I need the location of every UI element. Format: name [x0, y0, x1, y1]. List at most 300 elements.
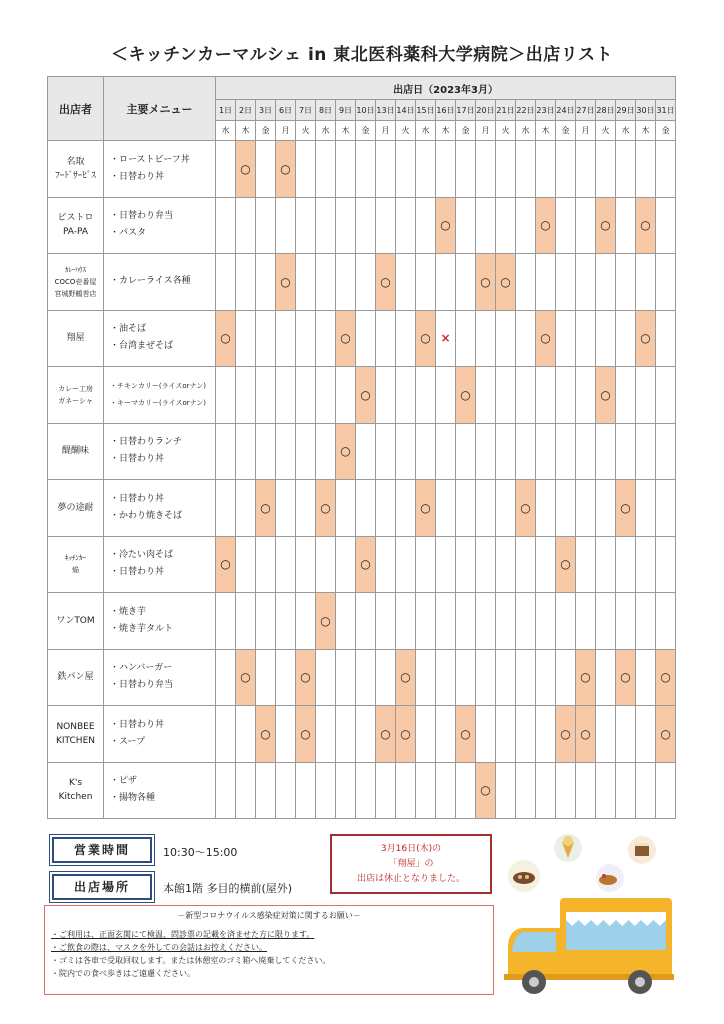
- open-day-cell: ○: [536, 310, 556, 367]
- place-value: 本館1階 多目的横前(屋外): [163, 882, 293, 895]
- date-header: 15日: [416, 100, 436, 121]
- empty-day-cell: [236, 254, 256, 311]
- empty-day-cell: [376, 593, 396, 650]
- empty-day-cell: [396, 423, 416, 480]
- open-day-cell: ○: [596, 197, 616, 254]
- open-day-cell: ○: [296, 649, 316, 706]
- date-header: 23日: [536, 100, 556, 121]
- date-header: 27日: [576, 100, 596, 121]
- empty-day-cell: [276, 536, 296, 593]
- empty-day-cell: [496, 141, 516, 198]
- empty-day-cell: [456, 593, 476, 650]
- empty-day-cell: [436, 423, 456, 480]
- empty-day-cell: [416, 141, 436, 198]
- empty-day-cell: [656, 423, 676, 480]
- open-day-cell: ○: [556, 536, 576, 593]
- menu-item: ・日替わりランチ: [110, 437, 183, 448]
- pancake-icon: [596, 864, 624, 892]
- menu-items: [104, 423, 216, 480]
- open-day-cell: ○: [316, 593, 336, 650]
- hours-label: 営業時間: [52, 837, 152, 863]
- empty-day-cell: [556, 197, 576, 254]
- empty-day-cell: [596, 480, 616, 537]
- vendor-name-line: NONBEE: [56, 721, 95, 732]
- menu-items: [104, 593, 216, 650]
- menu-item: ・日替わり弁当: [110, 211, 174, 222]
- empty-day-cell: [456, 480, 476, 537]
- empty-day-cell: [536, 706, 556, 763]
- empty-day-cell: [336, 536, 356, 593]
- weekday-header: 木: [336, 121, 356, 141]
- empty-day-cell: [636, 480, 656, 537]
- empty-day-cell: [516, 310, 536, 367]
- empty-day-cell: [656, 367, 676, 424]
- empty-day-cell: [336, 762, 356, 819]
- empty-day-cell: [576, 423, 596, 480]
- empty-day-cell: [436, 367, 456, 424]
- weekday-header: 金: [256, 121, 276, 141]
- weekday-header: 金: [556, 121, 576, 141]
- empty-day-cell: [436, 593, 456, 650]
- open-day-cell: ○: [256, 706, 276, 763]
- hours-value: 10:30～15:00: [163, 846, 238, 859]
- empty-day-cell: [376, 649, 396, 706]
- menu-items: [104, 762, 216, 819]
- date-header: 10日: [356, 100, 376, 121]
- empty-day-cell: [496, 367, 516, 424]
- empty-day-cell: [276, 423, 296, 480]
- vendor-name-line: ビストロ: [57, 213, 94, 224]
- empty-day-cell: [616, 141, 636, 198]
- empty-day-cell: [516, 593, 536, 650]
- empty-day-cell: [636, 649, 656, 706]
- menu-items: [104, 367, 216, 424]
- empty-day-cell: [316, 706, 336, 763]
- empty-day-cell: [516, 367, 536, 424]
- empty-day-cell: [376, 762, 396, 819]
- open-day-cell: ○: [376, 706, 396, 763]
- closed-day-cell: ×: [436, 310, 456, 367]
- empty-day-cell: [536, 141, 556, 198]
- menu-item: ・キーマカリー(ライスorナン): [110, 398, 206, 407]
- vendor-name-line: ガネーシャ: [58, 396, 93, 405]
- open-day-cell: ○: [336, 310, 356, 367]
- empty-day-cell: [276, 310, 296, 367]
- vendor-row: [48, 762, 676, 819]
- empty-day-cell: [256, 254, 276, 311]
- open-day-cell: ○: [236, 141, 256, 198]
- empty-day-cell: [396, 762, 416, 819]
- empty-day-cell: [356, 197, 376, 254]
- open-day-cell: ○: [556, 706, 576, 763]
- empty-day-cell: [476, 197, 496, 254]
- empty-day-cell: [296, 536, 316, 593]
- menu-items: [104, 480, 216, 537]
- open-day-cell: ○: [416, 310, 436, 367]
- vendor-row: [48, 593, 676, 650]
- open-day-cell: ○: [576, 649, 596, 706]
- empty-day-cell: [396, 310, 416, 367]
- open-day-cell: ○: [296, 706, 316, 763]
- takoyaki-icon: [508, 860, 540, 892]
- menu-item: ・パスタ: [110, 228, 147, 239]
- empty-day-cell: [536, 593, 556, 650]
- empty-day-cell: [516, 706, 536, 763]
- vendor-name-line: Kitchen: [58, 792, 93, 803]
- empty-day-cell: [356, 593, 376, 650]
- empty-day-cell: [256, 593, 276, 650]
- vendor-name-line: ｷｯﾁﾝｶｰ: [65, 554, 86, 563]
- empty-day-cell: [416, 593, 436, 650]
- empty-day-cell: [216, 367, 236, 424]
- empty-day-cell: [436, 706, 456, 763]
- empty-day-cell: [376, 536, 396, 593]
- covid-title: －新型コロナウイルス感染症対策に関するお願い－: [177, 911, 361, 920]
- vendor-row: [48, 536, 676, 593]
- notice-line: 出店は休止となりました。: [356, 874, 465, 884]
- vendor-name-line: 翔屋: [66, 333, 85, 344]
- weekday-header: 金: [356, 121, 376, 141]
- open-day-cell: ○: [616, 480, 636, 537]
- empty-day-cell: [376, 480, 396, 537]
- empty-day-cell: [316, 423, 336, 480]
- empty-day-cell: [276, 593, 296, 650]
- empty-day-cell: [596, 423, 616, 480]
- empty-day-cell: [416, 367, 436, 424]
- empty-day-cell: [236, 367, 256, 424]
- date-header: 29日: [616, 100, 636, 121]
- vendor-name-line: KITCHEN: [56, 735, 95, 746]
- open-day-cell: ○: [476, 254, 496, 311]
- weekday-header: 木: [636, 121, 656, 141]
- empty-day-cell: [216, 706, 236, 763]
- empty-day-cell: [656, 593, 676, 650]
- vendor-name: [48, 367, 104, 424]
- empty-day-cell: [496, 593, 516, 650]
- menu-items: [104, 536, 216, 593]
- empty-day-cell: [456, 310, 476, 367]
- empty-day-cell: [236, 423, 256, 480]
- vendor-column-header: 出店者: [48, 77, 104, 141]
- empty-day-cell: [256, 649, 276, 706]
- menu-item: ・台湾まぜそば: [110, 341, 174, 352]
- menu-item: ・かわり焼きそば: [110, 510, 183, 521]
- menu-items: [104, 649, 216, 706]
- empty-day-cell: [316, 536, 336, 593]
- date-header: 13日: [376, 100, 396, 121]
- empty-day-cell: [336, 254, 356, 311]
- empty-day-cell: [536, 367, 556, 424]
- date-header: 9日: [336, 100, 356, 121]
- menu-item: ・日替わり丼: [110, 454, 165, 465]
- date-header: 1日: [216, 100, 236, 121]
- empty-day-cell: [416, 254, 436, 311]
- empty-day-cell: [396, 536, 416, 593]
- open-day-cell: ○: [276, 254, 296, 311]
- open-day-cell: ○: [476, 762, 496, 819]
- vendor-row: [48, 141, 676, 198]
- empty-day-cell: [656, 762, 676, 819]
- empty-day-cell: [256, 141, 276, 198]
- empty-day-cell: [436, 254, 456, 311]
- weekday-header: 月: [476, 121, 496, 141]
- empty-day-cell: [536, 649, 556, 706]
- notice-line: 「翔屋」の: [388, 859, 434, 869]
- covid-line: ・ご飲食の際は、マスクを外しての会話はお控えください。: [51, 943, 267, 952]
- empty-day-cell: [456, 762, 476, 819]
- empty-day-cell: [496, 649, 516, 706]
- empty-day-cell: [476, 141, 496, 198]
- weekday-header: 月: [576, 121, 596, 141]
- vendor-name: [48, 762, 104, 819]
- vendor-name: [48, 536, 104, 593]
- weekday-header: 金: [456, 121, 476, 141]
- empty-day-cell: [536, 536, 556, 593]
- date-header: 8日: [316, 100, 336, 121]
- weekday-header: 木: [536, 121, 556, 141]
- weekday-header: 月: [376, 121, 396, 141]
- menu-item: ・油そば: [110, 324, 147, 335]
- empty-day-cell: [576, 141, 596, 198]
- empty-day-cell: [376, 423, 396, 480]
- empty-day-cell: [476, 423, 496, 480]
- empty-day-cell: [556, 141, 576, 198]
- vendor-name: [48, 706, 104, 763]
- empty-day-cell: [396, 367, 416, 424]
- empty-day-cell: [616, 536, 636, 593]
- empty-day-cell: [496, 197, 516, 254]
- empty-day-cell: [576, 762, 596, 819]
- empty-day-cell: [456, 423, 476, 480]
- empty-day-cell: [496, 706, 516, 763]
- empty-day-cell: [656, 254, 676, 311]
- empty-day-cell: [356, 310, 376, 367]
- empty-day-cell: [556, 423, 576, 480]
- menu-item: ・日替わり弁当: [110, 680, 174, 691]
- date-header: 28日: [596, 100, 616, 121]
- vendor-row: [48, 254, 676, 311]
- menu-item: ・日替わり丼: [110, 493, 165, 504]
- empty-day-cell: [516, 254, 536, 311]
- empty-day-cell: [636, 536, 656, 593]
- empty-day-cell: [436, 649, 456, 706]
- empty-day-cell: [596, 310, 616, 367]
- empty-day-cell: [216, 593, 236, 650]
- empty-day-cell: [416, 649, 436, 706]
- empty-day-cell: [456, 536, 476, 593]
- empty-day-cell: [536, 480, 556, 537]
- empty-day-cell: [616, 310, 636, 367]
- empty-day-cell: [316, 141, 336, 198]
- empty-day-cell: [656, 536, 676, 593]
- open-day-cell: ○: [436, 197, 456, 254]
- date-header: 3日: [256, 100, 276, 121]
- empty-day-cell: [216, 141, 236, 198]
- empty-day-cell: [436, 762, 456, 819]
- empty-day-cell: [316, 649, 336, 706]
- weekday-header: 火: [296, 121, 316, 141]
- empty-day-cell: [636, 367, 656, 424]
- vendor-name-line: 宮城野鶴巻店: [54, 289, 97, 298]
- vendor-name-line: 夢の途耐: [57, 502, 94, 513]
- weekday-header: 木: [236, 121, 256, 141]
- empty-day-cell: [476, 367, 496, 424]
- menu-items: [104, 141, 216, 198]
- open-day-cell: ○: [496, 254, 516, 311]
- open-day-cell: ○: [396, 649, 416, 706]
- empty-day-cell: [576, 367, 596, 424]
- empty-day-cell: [296, 197, 316, 254]
- vendor-name: [48, 480, 104, 537]
- open-day-cell: ○: [636, 197, 656, 254]
- empty-day-cell: [616, 593, 636, 650]
- weekday-header: 水: [616, 121, 636, 141]
- empty-day-cell: [536, 762, 556, 819]
- menu-item: ・カレーライス各種: [110, 276, 191, 287]
- empty-day-cell: [496, 423, 516, 480]
- empty-day-cell: [356, 423, 376, 480]
- empty-day-cell: [296, 762, 316, 819]
- empty-day-cell: [256, 367, 276, 424]
- empty-day-cell: [396, 480, 416, 537]
- open-day-cell: ○: [396, 706, 416, 763]
- empty-day-cell: [216, 480, 236, 537]
- empty-day-cell: [476, 310, 496, 367]
- vendor-row: [48, 649, 676, 706]
- open-day-cell: ○: [636, 310, 656, 367]
- vendor-row: [48, 423, 676, 480]
- empty-day-cell: [576, 254, 596, 311]
- open-day-cell: ○: [576, 706, 596, 763]
- open-day-cell: ○: [236, 649, 256, 706]
- empty-day-cell: [516, 141, 536, 198]
- empty-day-cell: [356, 141, 376, 198]
- empty-day-cell: [556, 480, 576, 537]
- open-day-cell: ○: [616, 649, 636, 706]
- date-header: 7日: [296, 100, 316, 121]
- open-day-cell: ○: [376, 254, 396, 311]
- empty-day-cell: [296, 254, 316, 311]
- empty-day-cell: [636, 254, 656, 311]
- vendor-name-line: 鉄パン屋: [57, 672, 94, 683]
- empty-day-cell: [516, 649, 536, 706]
- empty-day-cell: [456, 141, 476, 198]
- weekday-header: 水: [516, 121, 536, 141]
- empty-day-cell: [556, 310, 576, 367]
- menu-item: ・ピザ: [110, 776, 138, 787]
- vendor-name-line: 名取: [66, 156, 85, 167]
- date-header: 31日: [656, 100, 676, 121]
- closure-notice: [330, 834, 492, 894]
- vendor-row: [48, 480, 676, 537]
- empty-day-cell: [616, 423, 636, 480]
- menu-items: [104, 197, 216, 254]
- empty-day-cell: [496, 310, 516, 367]
- empty-day-cell: [376, 310, 396, 367]
- empty-day-cell: [476, 649, 496, 706]
- empty-day-cell: [356, 706, 376, 763]
- vendor-name: [48, 141, 104, 198]
- empty-day-cell: [256, 536, 276, 593]
- empty-day-cell: [236, 536, 256, 593]
- empty-day-cell: [536, 254, 556, 311]
- empty-day-cell: [656, 310, 676, 367]
- empty-day-cell: [516, 197, 536, 254]
- empty-day-cell: [356, 762, 376, 819]
- empty-day-cell: [316, 367, 336, 424]
- empty-day-cell: [636, 423, 656, 480]
- empty-day-cell: [556, 254, 576, 311]
- empty-day-cell: [596, 649, 616, 706]
- date-header: 2日: [236, 100, 256, 121]
- empty-day-cell: [436, 480, 456, 537]
- covid-line: ・ご利用は、正面玄関にて検温、問診票の記載を済ませた方に限ります。: [51, 930, 315, 939]
- empty-day-cell: [456, 254, 476, 311]
- vendor-name-line: ﾌｰﾄﾞｻｰﾋﾞｽ: [55, 170, 96, 181]
- empty-day-cell: [276, 706, 296, 763]
- empty-day-cell: [276, 649, 296, 706]
- empty-day-cell: [656, 141, 676, 198]
- date-header: 22日: [516, 100, 536, 121]
- empty-day-cell: [416, 423, 436, 480]
- empty-day-cell: [336, 367, 356, 424]
- open-day-cell: ○: [256, 480, 276, 537]
- empty-day-cell: [236, 593, 256, 650]
- empty-day-cell: [636, 141, 656, 198]
- empty-day-cell: [216, 423, 236, 480]
- empty-day-cell: [636, 593, 656, 650]
- vendor-name-line: PA-PA: [62, 227, 89, 238]
- empty-day-cell: [596, 762, 616, 819]
- date-header: 24日: [556, 100, 576, 121]
- empty-day-cell: [376, 141, 396, 198]
- empty-day-cell: [296, 367, 316, 424]
- open-day-cell: ○: [516, 480, 536, 537]
- vendor-name-line: 醍醐味: [61, 446, 89, 457]
- empty-day-cell: [416, 762, 436, 819]
- empty-day-cell: [616, 762, 636, 819]
- empty-day-cell: [656, 197, 676, 254]
- covid-line: ・ゴミは各車で受取回収します。または休憩室のゴミ箱へ廃棄してください。: [51, 956, 331, 965]
- menu-item: ・冷たい肉そば: [110, 550, 174, 561]
- period-header: 出店日（2023年3月）: [216, 77, 676, 100]
- empty-day-cell: [336, 649, 356, 706]
- empty-day-cell: [576, 593, 596, 650]
- vendor-name: [48, 423, 104, 480]
- date-header: 30日: [636, 100, 656, 121]
- empty-day-cell: [296, 480, 316, 537]
- empty-day-cell: [276, 197, 296, 254]
- date-header: 21日: [496, 100, 516, 121]
- weekday-header: 火: [396, 121, 416, 141]
- empty-day-cell: [476, 480, 496, 537]
- empty-day-cell: [496, 480, 516, 537]
- open-day-cell: ○: [336, 423, 356, 480]
- empty-day-cell: [456, 649, 476, 706]
- empty-day-cell: [576, 197, 596, 254]
- empty-day-cell: [596, 593, 616, 650]
- menu-item: ・スープ: [110, 736, 146, 747]
- empty-day-cell: [216, 254, 236, 311]
- empty-day-cell: [336, 593, 356, 650]
- vendor-name: [48, 197, 104, 254]
- menu-item: ・ハンバーガー: [110, 663, 173, 674]
- menu-item: ・日替わり丼: [110, 719, 165, 730]
- menu-item: ・焼き芋タルト: [110, 623, 174, 634]
- empty-day-cell: [376, 197, 396, 254]
- empty-day-cell: [236, 480, 256, 537]
- open-day-cell: ○: [656, 706, 676, 763]
